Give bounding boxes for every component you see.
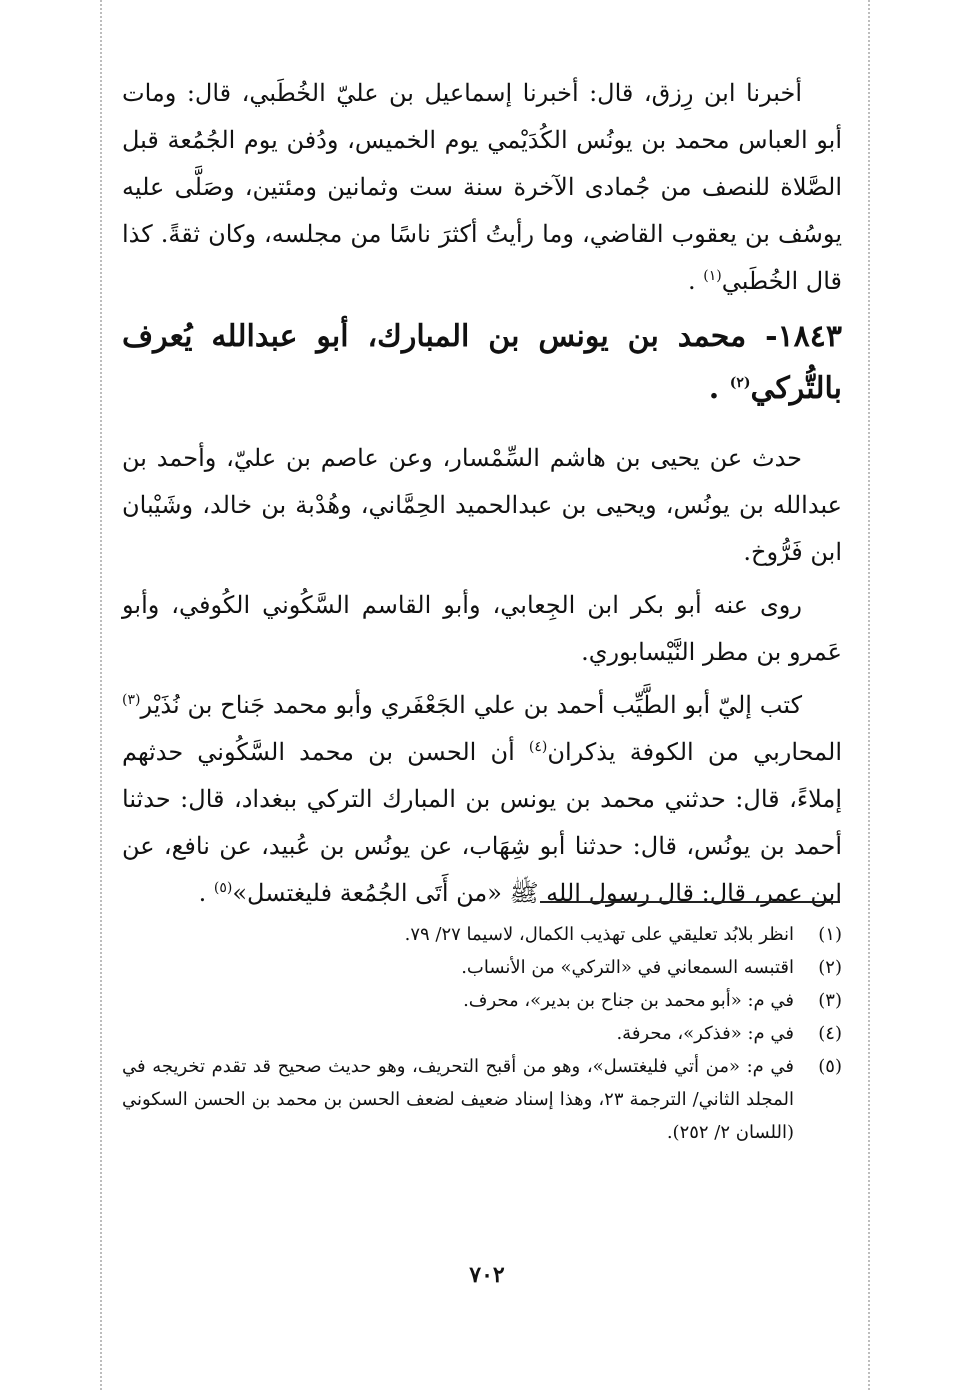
footnote-number: (٤) (818, 1023, 842, 1044)
page-body (122, 70, 842, 917)
entry-heading-text: ١٨٤٣- محمد بن يونس بن المبارك، أبو عبدالله يُعرف بالتُّركي (122, 319, 842, 406)
trailing-period: . (688, 267, 704, 295)
footnote-text: اقتبسه السمعاني في «التركي» من الأنساب. (461, 957, 794, 978)
footnote-text: في م: «من أتي فليغتسل»، وهو من أقبح التحريف، وهو حديث صحيح قد تقدم تخريجه في المجلد الثاني/ الترجمة ٢٣، وهذا إسناد ضعيف لضعف الحسن بن محمد بن الحسن السكوني (اللسان ٢/ ٢٥٢). (122, 1056, 795, 1143)
paragraph-intro-text: أخبرنا ابن رِزق، قال: أخبرنا إسماعيل بن عليّ الخُطَبي، قال: ومات أبو العباس محمد بن يونُس الكُدَيْمي يوم الخميس، ودُفن يوم الجُمُعة قبل الصَّلاة للنصف من جُمادى الآخرة سنة ست وثمانين ومئتين، وصَلَّى عليه يوسُف بن يعقوب القاضي، وما رأيتُ أكثرَ ناسًا من مجلسه، وكان ثقةً. كذا قال الخُطَبي (122, 79, 842, 295)
heading-period: . (708, 371, 730, 406)
hadith-part-3: أن الحسن بن محمد السَّكُوني حدثهم إملاءً، قال: حدثني محمد بن يونس بن المبارك التركي ببغداد، قال: حدثنا أحمد بن يونُس، قال: حدثنا أبو شِهَاب، عن يونُس بن عُبيد، عن نافع، عن ابن عمر، قال: قال رسول الله ﷺ «من أَتَى الجُمُعة فليغتسل» (122, 738, 842, 907)
hadith-part-2: المحاربي من الكوفة يذكران (547, 738, 842, 766)
hadith-end: . (198, 879, 214, 907)
footnote-number: (٣) (818, 990, 842, 1011)
hadith-part-1: كتب إليّ أبو الطَّيِّب أحمد بن علي الجَعْفَري وأبو محمد جَناح بن نُذَيْر (140, 691, 802, 719)
footnote-text: في م: «أبو محمد بن جناح بن بدير»، محرف. (463, 990, 794, 1011)
footnote-4 (122, 1017, 842, 1050)
footnote-2 (122, 951, 842, 984)
footnote-number: (٢) (818, 957, 842, 978)
footnote-text: في م: «فذكر»، محرفة. (616, 1023, 794, 1044)
paragraph-intro (122, 70, 842, 305)
footnote-3 (122, 984, 842, 1017)
footnote-ref-5: (٥) (213, 880, 233, 896)
footnote-separator (540, 901, 840, 903)
footnote-number: (٥) (818, 1056, 842, 1077)
footnote-ref-4: (٤) (528, 739, 548, 755)
footnotes (122, 918, 842, 1149)
footnote-ref-1: (١) (703, 268, 722, 284)
footnote-text: انظر بلابُد تعليقي على تهذيب الكمال، لاسيما ٢٧/ ٧٩. (404, 924, 794, 945)
paragraph-students: روى عنه أبو بكر ابن الجِعابي، وأبو القاسم السَّكُوني الكُوفي، وأبو عَمرو بن مطر النَّيْسابوري. (122, 591, 842, 666)
paragraph-teachers: حدث عن يحيى بن هاشم السِّمْسار، وعن عاصم بن عليّ، وأحمد بن عبدالله بن يونُس، ويحيى بن عبدالحميد الحِمَّاني، وهُدْبة بن خالد، وشَيْبان ابن فَرُّوخ. (122, 444, 843, 566)
paragraph-hadith (122, 682, 842, 917)
footnote-number: (١) (818, 924, 842, 945)
entry-heading (122, 311, 842, 415)
binding-guide-right (868, 0, 870, 1390)
footnote-ref-3: (٣) (122, 692, 141, 708)
footnote-1 (122, 918, 842, 951)
binding-guide-left (100, 0, 102, 1390)
page-number: ٧٠٢ (469, 1262, 505, 1288)
footnote-5 (122, 1050, 842, 1149)
footnote-ref-2: (٢) (729, 375, 751, 391)
